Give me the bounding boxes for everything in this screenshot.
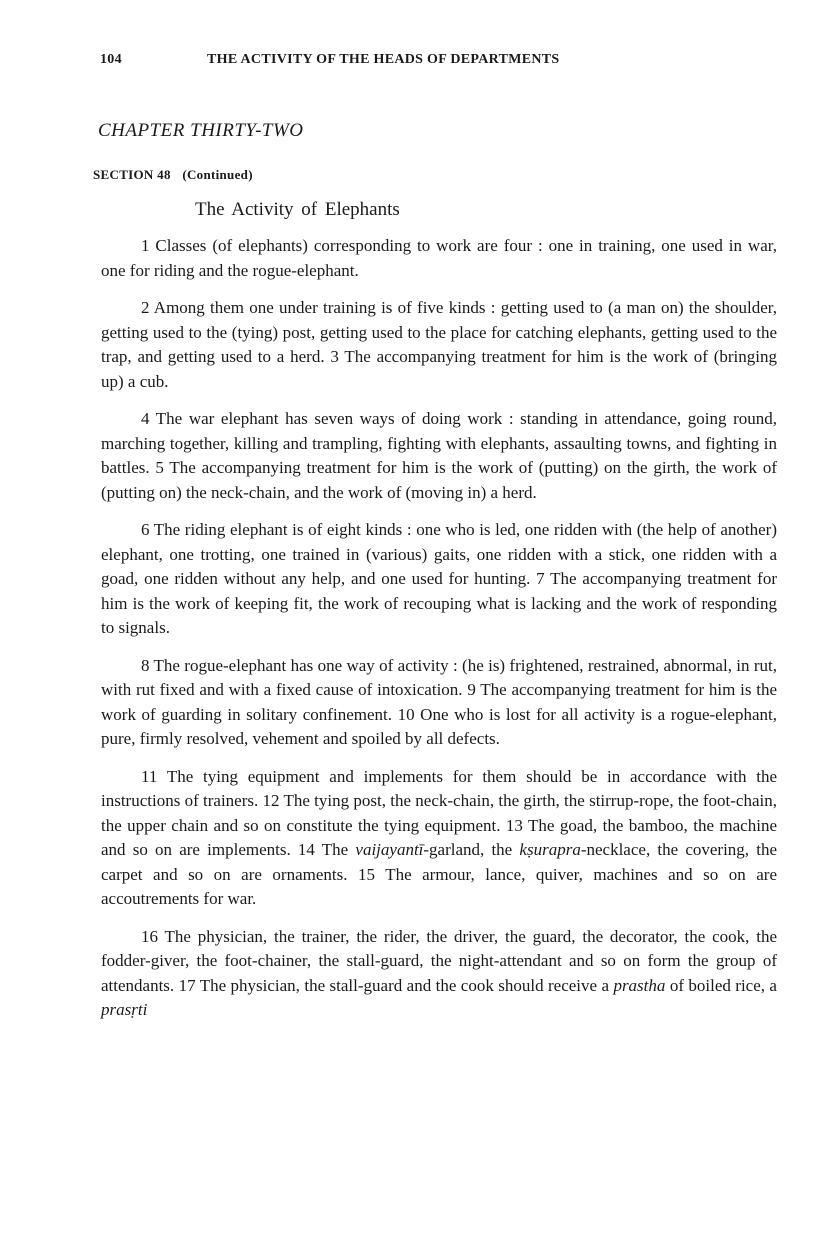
body-text [101, 234, 777, 1036]
chapter-title: CHAPTER THIRTY-TWO [98, 120, 304, 141]
paragraph: 2 Among them one under training is of five kinds : getting used to (a man on) the shoulder, getting used to the (tying) post, getting used to the place for catching elephants, getting used to the trap, and getting used to a herd. 3 The accompanying treatment for him is the work of (bringing up) a cub. [101, 298, 777, 391]
paragraph [101, 765, 777, 912]
paragraph [101, 925, 777, 1023]
paragraph-text: 16 The physician, the trainer, the rider, the driver, the guard, the decorator, the cook, the fodder-giver, the foot-chainer, the stall-guard, the night-attendant and so on form the group of attendants. 17 The physician, the stall-guard and the cook should receive a [101, 926, 777, 995]
section-label: SECTION 48 [93, 167, 171, 182]
paragraph-text: 11 The tying equipment and implements for them should be in accordance with the instructions of trainers. 12 The tying post, the neck-chain, the girth, the stirrup-rope, the foot-chain, the upper chain and so on constitute the tying equipment. 13 The goad, the bamboo, the machine and so on are implements. 14 The [101, 766, 777, 859]
paragraph-text: -necklace, the covering, the carpet and so on are ornaments. 15 The armour, lance, quiver, machines and so on are accoutrements for war. [101, 840, 778, 908]
italic-term: prastha [613, 975, 666, 995]
italic-term: prasṛti [101, 1000, 148, 1019]
paragraph: 4 The war elephant has seven ways of doing work : standing in attendance, going round, marching together, killing and trampling, fighting with elephants, assaulting towns, and fighting in battles. 5 The accompanying treatment for him is the work of (putting) on the girth, the work of (putting on) the neck-chain, and the work of (moving in) a herd. [101, 409, 777, 502]
paragraph: 1 Classes (of elephants) corresponding to work are four : one in training, one used in war, one for riding and the rogue-elephant. [101, 236, 777, 280]
paragraph-text: -garland, the [423, 840, 520, 859]
italic-term: kṣurapra [519, 840, 581, 859]
paragraph-text: of boiled rice, a [665, 975, 777, 995]
running-head-title: THE ACTIVITY OF THE HEADS OF DEPARTMENTS [207, 52, 560, 67]
paragraph: 8 The rogue-elephant has one way of activity : (he is) frightened, restrained, abnormal, in rut, with rut fixed and with a fixed cause of intoxication. 9 The accompanying treatment for him is the work of guarding in solitary confinement. 10 One who is lost for all activity is a rogue-elephant, pure, firmly resolved, vehement and spoiled by all defects. [101, 655, 777, 748]
paragraph: 6 The riding elephant is of eight kinds : one who is led, one ridden with (the help of another) elephant, one trotting, one trained in (various) gaits, one ridden with a stick, one ridden with a goad, one ridden without any help, and one used for hunting. 7 The accompanying treatment for him is the work of keeping fit, the work of recouping what is lacking and the work of responding to signals. [101, 520, 777, 637]
page-number: 104 [100, 52, 122, 67]
italic-term: vaijayantī [355, 840, 424, 859]
section-line [93, 167, 261, 183]
section-heading: The Activity of Elephants [195, 199, 400, 220]
section-note: (Continued) [182, 167, 253, 182]
